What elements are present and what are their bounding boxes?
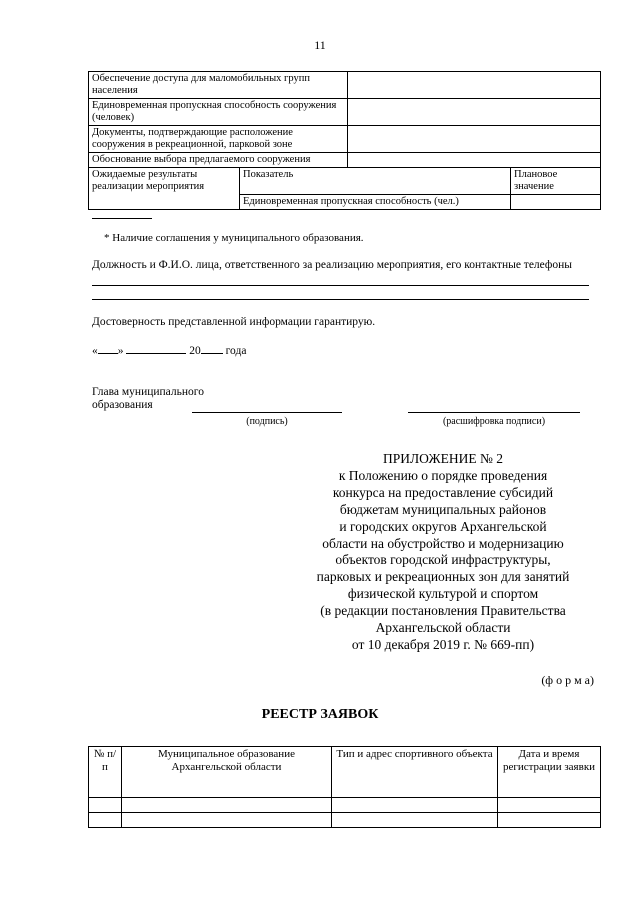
head-label-line: образования xyxy=(92,399,153,411)
application-details-table xyxy=(88,71,601,210)
table-cell-empty xyxy=(332,813,498,828)
column-header-sport-object: Тип и адрес спортивного объекта xyxy=(332,747,498,798)
appendix-line: от 10 декабря 2019 г. № 669-пп) xyxy=(351,636,535,652)
table-cell-label: Единовременная пропускная способность сооружения (человек) xyxy=(89,99,348,126)
appendix-line: объектов городской инфраструктуры, xyxy=(335,552,551,568)
table-cell-label: Документы, подтверждающие расположение сооружения в рекреационной, парковой зоне xyxy=(89,126,348,153)
responsible-person-label: Должность и Ф.И.О. лица, ответственного за реализацию мероприятия, его контактные телефоны xyxy=(92,259,573,271)
open-quote: « xyxy=(92,345,98,357)
head-label-line: Глава муниципального xyxy=(92,386,204,398)
appendix-header xyxy=(285,451,601,654)
close-quote: » xyxy=(117,345,124,357)
appendix-line: Архангельской области xyxy=(375,620,511,636)
table-row xyxy=(89,126,601,153)
year-suffix: года xyxy=(225,345,247,357)
footnote: * Наличие соглашения у муниципального образования. xyxy=(104,232,364,244)
table-cell-empty xyxy=(348,72,601,99)
appendix-line: области на обустройство и модернизацию xyxy=(322,535,564,551)
table-cell-empty xyxy=(498,813,601,828)
month-blank xyxy=(126,343,186,354)
head-of-municipality-label xyxy=(92,386,204,412)
year-blank xyxy=(201,343,223,354)
table-cell-empty xyxy=(89,813,122,828)
table-row xyxy=(89,153,601,168)
table-cell-label: Обоснование выбора предлагаемого сооружения xyxy=(89,153,348,168)
table-row xyxy=(89,99,601,126)
form-label: (ф о р м а) xyxy=(541,673,594,687)
footnote-divider xyxy=(92,218,152,219)
table-row xyxy=(89,168,601,195)
table-cell-empty xyxy=(122,813,332,828)
verification-statement: Достоверность представленной информации гарантирую. xyxy=(92,316,376,328)
date-line xyxy=(92,343,246,357)
table-row xyxy=(89,72,601,99)
signature-decode-line xyxy=(408,412,580,413)
table-cell-empty xyxy=(348,99,601,126)
signature-line xyxy=(192,412,342,413)
fill-in-line xyxy=(92,299,589,300)
day-blank xyxy=(98,343,118,354)
table-cell-empty xyxy=(332,798,498,813)
signature-caption: (подпись) xyxy=(246,416,288,427)
table-cell-empty xyxy=(122,798,332,813)
table-cell-label: Обеспечение доступа для маломобильных групп населения xyxy=(89,72,348,99)
registry-title: РЕЕСТР ЗАЯВОК xyxy=(261,707,379,722)
planned-value-cell xyxy=(511,195,601,210)
table-cell-empty xyxy=(348,153,601,168)
table-header-row xyxy=(89,747,601,798)
fill-in-line xyxy=(92,285,589,286)
appendix-line: к Положению о порядке проведения xyxy=(338,467,548,483)
appendix-line: (в редакции постановления Правительства xyxy=(320,603,566,619)
appendix-line: бюджетам муниципальных районов xyxy=(339,501,547,517)
table-row xyxy=(89,798,601,813)
appendix-line: конкурса на предоставление субсидий xyxy=(332,484,554,500)
planned-value-header: Плановое значение xyxy=(511,168,601,195)
page-number: 11 xyxy=(314,38,326,52)
table-cell-empty xyxy=(498,798,601,813)
table-row xyxy=(89,813,601,828)
appendix-title: ПРИЛОЖЕНИЕ № 2 xyxy=(382,451,504,466)
appendix-line: физической культурой и спортом xyxy=(347,586,539,602)
signature-decode-caption: (расшифровка подписи) xyxy=(442,416,546,427)
column-header-number: № п/п xyxy=(89,747,122,798)
indicator-value: Единовременная пропускная способность (чел.) xyxy=(240,195,511,210)
expected-results-label: Ожидаемые результаты реализации мероприятия xyxy=(89,168,240,210)
column-header-municipality: Муниципальное образование Архангельской области xyxy=(122,747,332,798)
table-cell-empty xyxy=(348,126,601,153)
registry-table xyxy=(88,746,601,828)
appendix-line: и городских округов Архангельской xyxy=(339,518,547,534)
appendix-line: парковых и рекреационных зон для занятий xyxy=(316,569,570,585)
table-cell-empty xyxy=(89,798,122,813)
column-header-registration-time: Дата и время регистрации заявки xyxy=(498,747,601,798)
year-prefix: 20 xyxy=(189,345,201,357)
indicator-header: Показатель xyxy=(240,168,511,195)
